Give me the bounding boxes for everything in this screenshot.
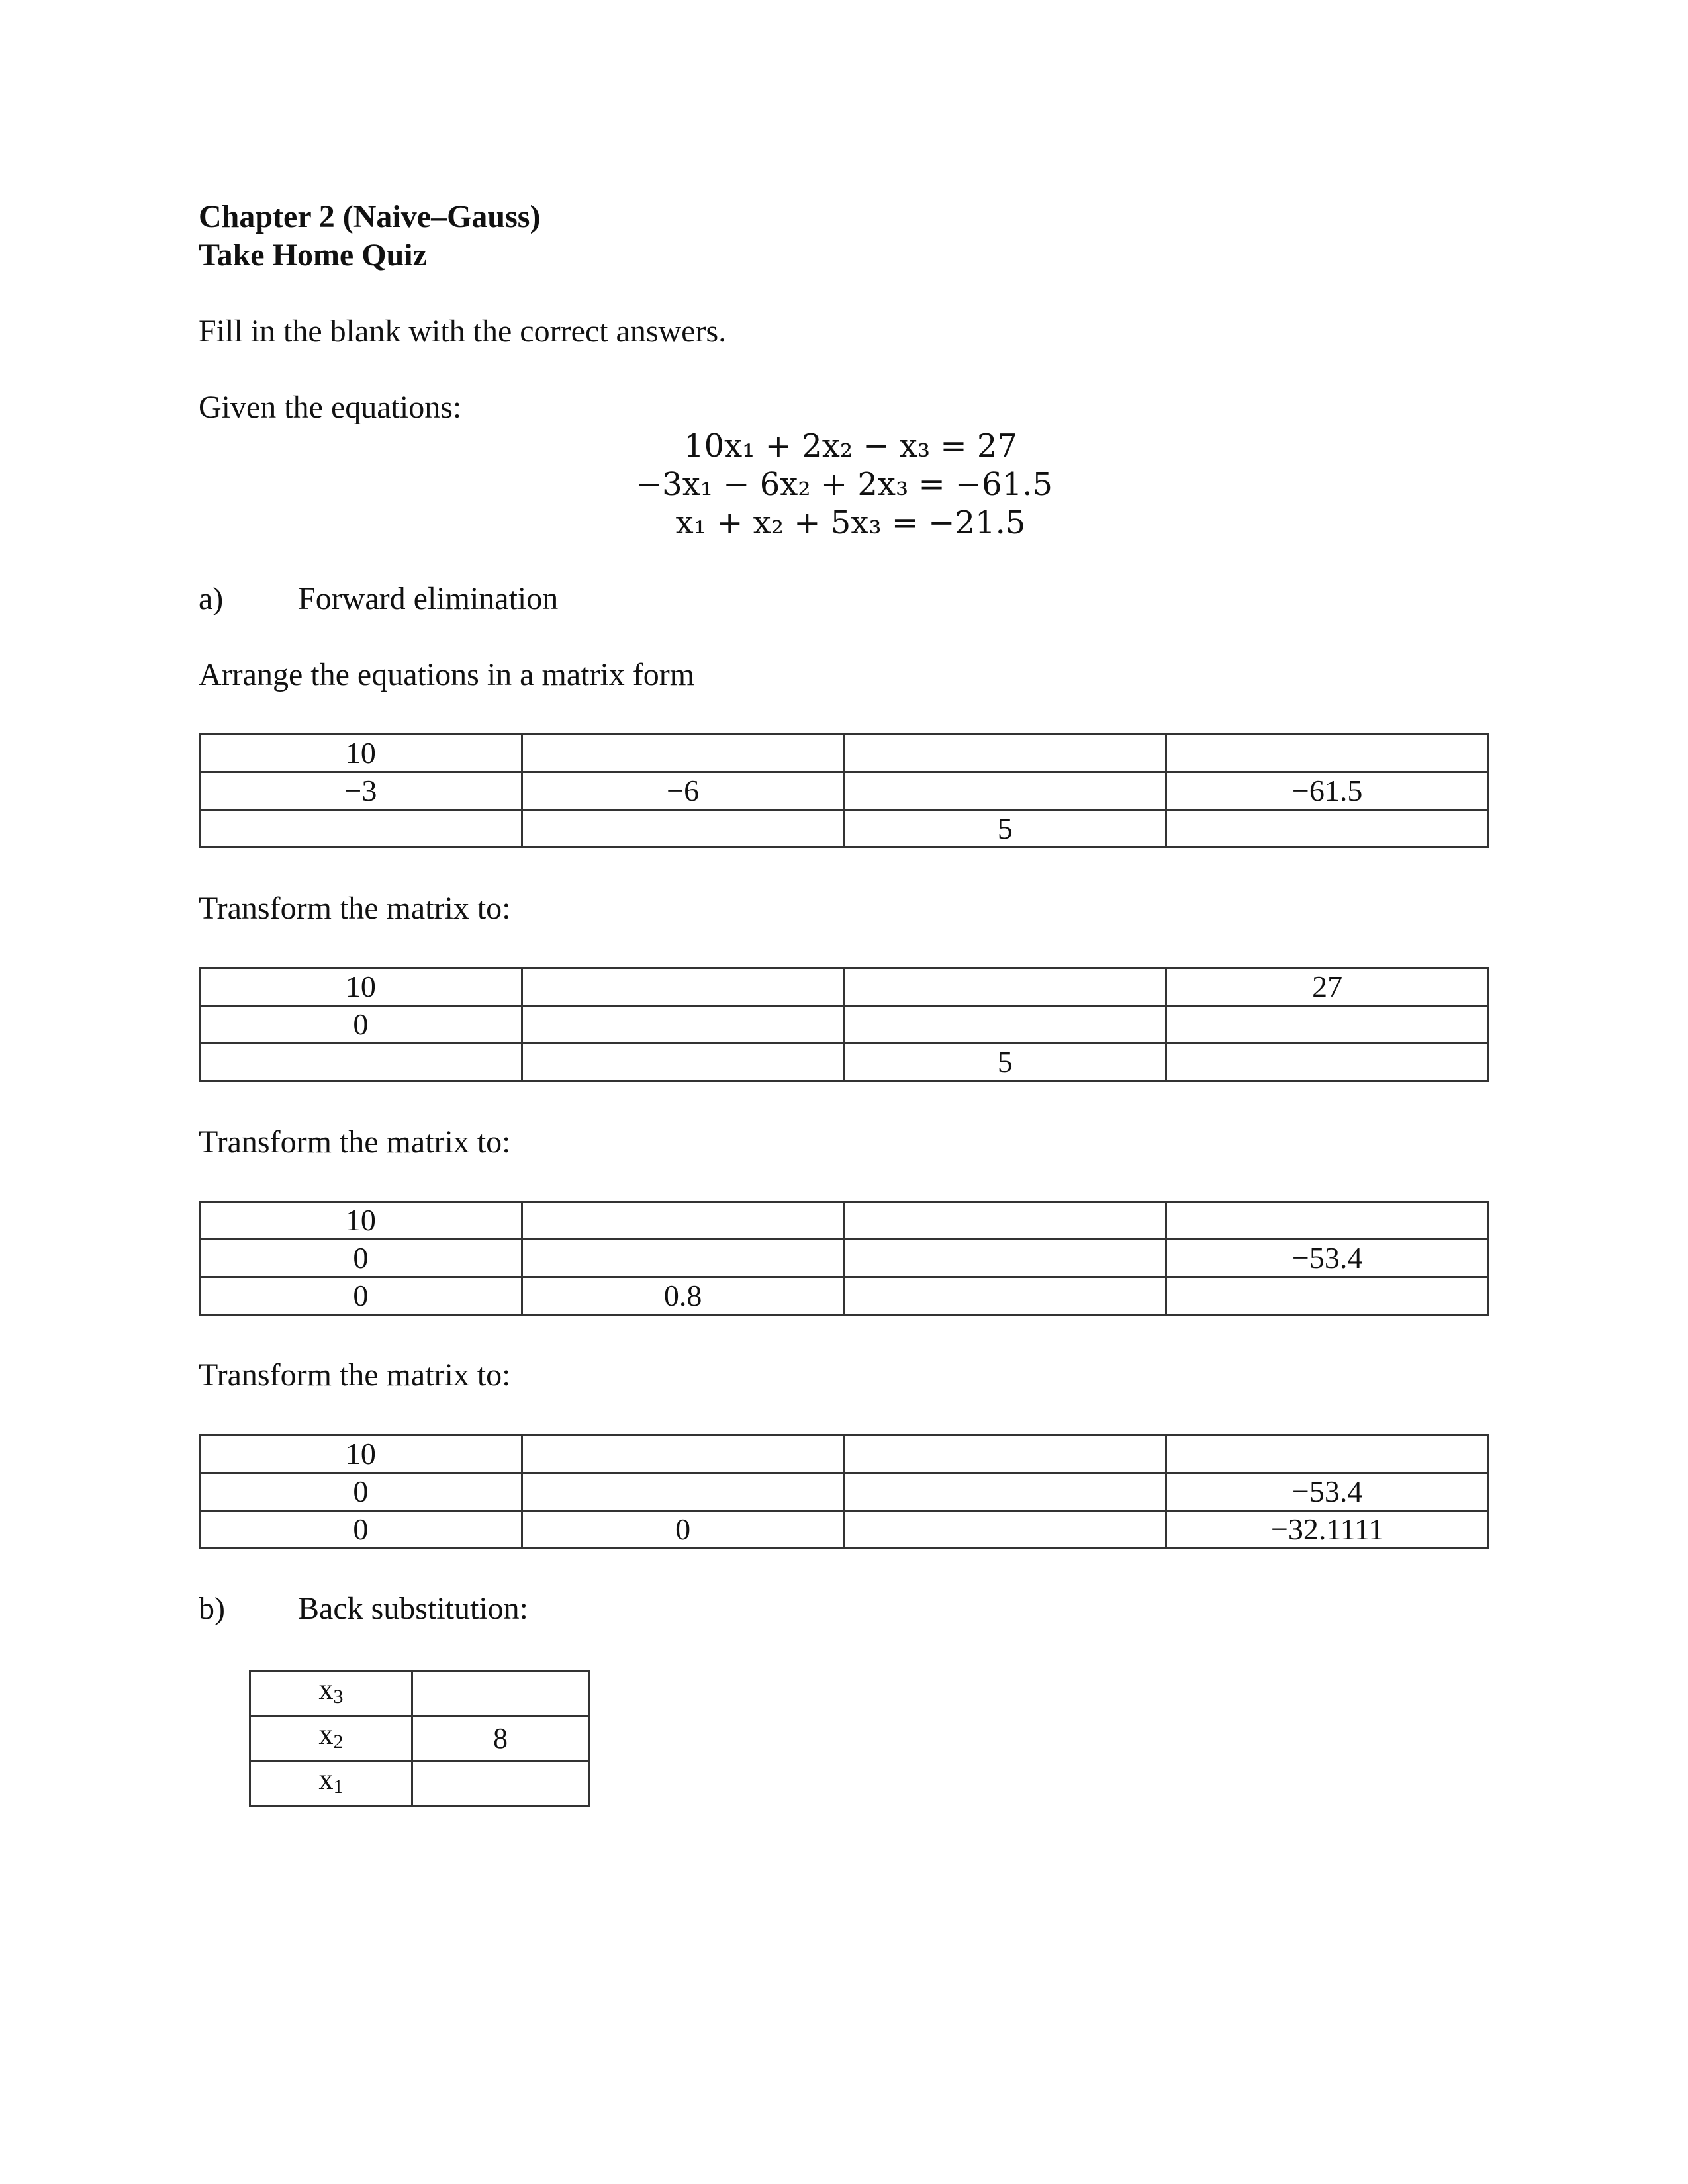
matrix-cell[interactable] (522, 1044, 844, 1081)
var-cell: x2 (250, 1716, 412, 1761)
matrix-cell[interactable]: 5 (844, 810, 1166, 848)
quiz-title: Take Home Quiz (199, 238, 427, 273)
table-row (250, 1761, 589, 1806)
answer-cell[interactable] (412, 1761, 589, 1806)
table-row (200, 1277, 1489, 1315)
matrix-cell[interactable] (844, 1511, 1166, 1549)
matrix-cell[interactable] (522, 1435, 844, 1473)
matrix-cell[interactable] (1166, 1202, 1489, 1240)
part-b-title: Back substitution: (298, 1591, 528, 1626)
matrix-cell[interactable]: −6 (522, 772, 844, 810)
transform-label-2: Transform the matrix to: (199, 1124, 511, 1160)
matrix-4 (199, 1434, 1489, 1549)
back-substitution-table (249, 1670, 590, 1807)
matrix-cell[interactable] (522, 1473, 844, 1511)
answer-cell[interactable] (412, 1671, 589, 1716)
table-row (200, 1202, 1489, 1240)
table-row (200, 1435, 1489, 1473)
table-row (200, 1511, 1489, 1549)
matrix-cell[interactable]: 0 (200, 1006, 522, 1044)
matrix-cell[interactable]: 10 (200, 968, 522, 1006)
part-a-title: Forward elimination (298, 581, 559, 616)
matrix-cell[interactable] (1166, 1006, 1489, 1044)
arrange-label: Arrange the equations in a matrix form (199, 657, 695, 692)
table-row (200, 1006, 1489, 1044)
transform-label-1: Transform the matrix to: (199, 891, 511, 926)
table-row (250, 1716, 589, 1761)
matrix-cell[interactable] (1166, 1277, 1489, 1315)
instructions: Fill in the blank with the correct answers. (199, 314, 727, 349)
matrix-cell[interactable]: −53.4 (1166, 1473, 1489, 1511)
matrix-cell[interactable] (1166, 1435, 1489, 1473)
matrix-cell[interactable] (522, 1006, 844, 1044)
table-row (200, 1473, 1489, 1511)
var-cell: x3 (250, 1671, 412, 1716)
table-row (250, 1671, 589, 1716)
transform-label-3: Transform the matrix to: (199, 1357, 511, 1392)
matrix-cell[interactable]: 10 (200, 1202, 522, 1240)
equation-block (0, 427, 1688, 542)
matrix-1 (199, 733, 1489, 848)
table-row (200, 1240, 1489, 1277)
matrix-cell[interactable] (522, 968, 844, 1006)
matrix-cell[interactable]: −61.5 (1166, 772, 1489, 810)
matrix-cell[interactable]: 0 (522, 1511, 844, 1549)
matrix-3 (199, 1201, 1489, 1316)
matrix-cell[interactable]: 0 (200, 1240, 522, 1277)
answer-cell[interactable]: 8 (412, 1716, 589, 1761)
part-a-letter: a) (199, 581, 224, 616)
matrix-cell[interactable] (844, 1240, 1166, 1277)
matrix-cell[interactable] (844, 1435, 1166, 1473)
equation-3: x₁ + x₂ + 5x₃ = −21.5 (675, 504, 1026, 541)
matrix-cell[interactable]: 0 (200, 1511, 522, 1549)
table-row (200, 968, 1489, 1006)
table-row (200, 735, 1489, 772)
matrix-cell[interactable] (844, 1202, 1166, 1240)
matrix-cell[interactable] (844, 1277, 1166, 1315)
part-b-letter: b) (199, 1591, 225, 1626)
matrix-2 (199, 967, 1489, 1082)
matrix-cell[interactable]: 27 (1166, 968, 1489, 1006)
matrix-cell[interactable] (522, 810, 844, 848)
matrix-cell[interactable]: 10 (200, 1435, 522, 1473)
chapter-title: Chapter 2 (Naive–Gauss) (199, 199, 541, 234)
equation-2: −3x₁ − 6x₂ + 2x₃ = −61.5 (635, 466, 1053, 503)
matrix-cell[interactable] (1166, 810, 1489, 848)
table-row (200, 1044, 1489, 1081)
matrix-cell[interactable]: −53.4 (1166, 1240, 1489, 1277)
matrix-cell[interactable] (844, 735, 1166, 772)
table-row (200, 810, 1489, 848)
given-label: Given the equations: (199, 390, 462, 425)
table-row (200, 772, 1489, 810)
matrix-cell[interactable]: −3 (200, 772, 522, 810)
matrix-cell[interactable]: 0.8 (522, 1277, 844, 1315)
matrix-cell[interactable] (200, 810, 522, 848)
matrix-cell[interactable] (200, 1044, 522, 1081)
equation-1: 10x₁ + 2x₂ − x₃ = 27 (684, 428, 1017, 465)
matrix-cell[interactable]: 0 (200, 1473, 522, 1511)
matrix-cell[interactable] (844, 1473, 1166, 1511)
matrix-cell[interactable]: 10 (200, 735, 522, 772)
matrix-cell[interactable] (1166, 1044, 1489, 1081)
matrix-cell[interactable] (1166, 735, 1489, 772)
var-cell: x1 (250, 1761, 412, 1806)
matrix-cell[interactable] (522, 1240, 844, 1277)
matrix-cell[interactable]: −32.1111 (1166, 1511, 1489, 1549)
matrix-cell[interactable] (844, 1006, 1166, 1044)
matrix-cell[interactable] (844, 968, 1166, 1006)
matrix-cell[interactable] (522, 735, 844, 772)
matrix-cell[interactable] (522, 1202, 844, 1240)
matrix-cell[interactable] (844, 772, 1166, 810)
matrix-cell[interactable]: 0 (200, 1277, 522, 1315)
matrix-cell[interactable]: 5 (844, 1044, 1166, 1081)
